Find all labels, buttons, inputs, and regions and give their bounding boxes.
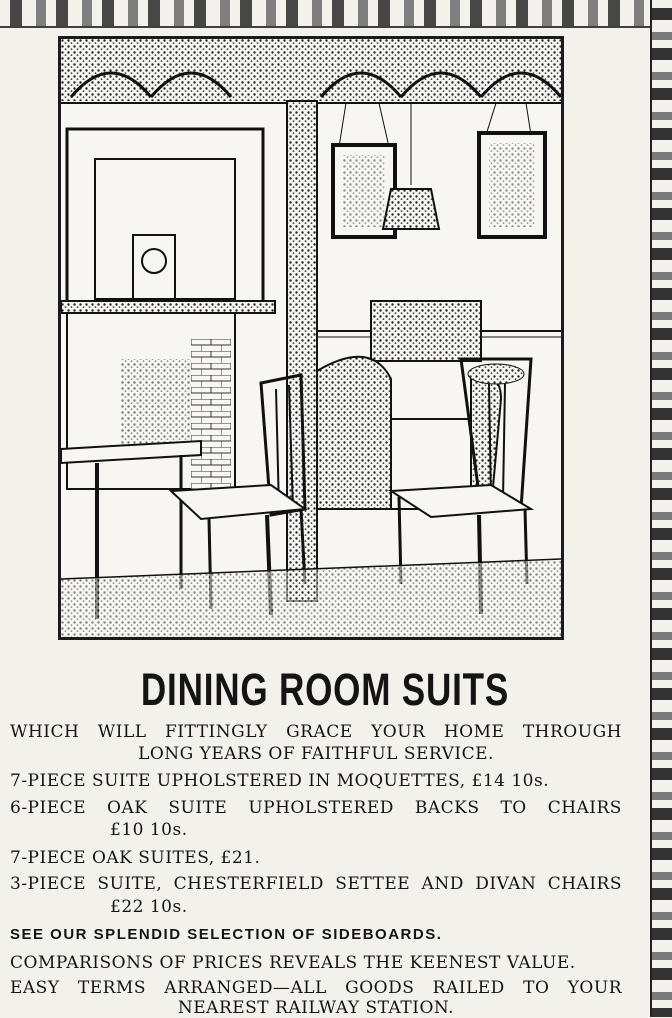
terms-line-1 bbox=[10, 978, 622, 998]
word: UPHOLSTERED bbox=[248, 798, 394, 818]
word: EASY bbox=[10, 978, 60, 998]
word: WHICH bbox=[10, 722, 80, 742]
ad-heading: DINING ROOM SUITS bbox=[140, 664, 510, 715]
word: GOODS bbox=[345, 978, 415, 998]
word: TERMS bbox=[77, 978, 146, 998]
word: CHESTERFIELD bbox=[173, 874, 324, 894]
offer-3-piece-price: £22 10s. bbox=[110, 897, 188, 917]
word: TO bbox=[500, 798, 527, 818]
sideboards-line: SEE OUR SPLENDID SELECTION OF SIDEBOARDS. bbox=[10, 926, 443, 943]
word: YOUR bbox=[567, 978, 622, 998]
dining-room-drawing bbox=[61, 39, 561, 637]
terms-line-2: NEAREST RAILWAY STATION. bbox=[177, 998, 455, 1018]
dining-room-illustration bbox=[58, 36, 564, 640]
word: SUITE, bbox=[97, 874, 163, 894]
word: FITTINGLY bbox=[165, 722, 268, 742]
offer-6-piece-oak-line bbox=[10, 798, 622, 818]
word: BACKS bbox=[414, 798, 480, 818]
word: HOME bbox=[443, 722, 505, 742]
word: CHAIRS bbox=[547, 874, 622, 894]
word: DIVAN bbox=[475, 874, 537, 894]
word: AND bbox=[421, 874, 464, 894]
comparisons-line: COMPARISONS OF PRICES REVEALS THE KEENEST VALUE. bbox=[10, 953, 576, 973]
intro-line-2: LONG YEARS OF FAITHFUL SERVICE. bbox=[138, 744, 494, 764]
word: GRACE bbox=[286, 722, 353, 742]
word: OAK bbox=[107, 798, 148, 818]
word: YOUR bbox=[371, 722, 426, 742]
word: TO bbox=[523, 978, 550, 998]
word: RAILED bbox=[432, 978, 505, 998]
offer-7-piece-oak: 7-PIECE OAK SUITES, £21. bbox=[10, 848, 261, 868]
offer-3-piece-line bbox=[10, 874, 622, 894]
decorative-border-right bbox=[650, 0, 672, 1017]
word: SETTEE bbox=[335, 874, 411, 894]
decorative-border-top bbox=[0, 0, 650, 28]
word: WILL bbox=[97, 722, 147, 742]
word: THROUGH bbox=[522, 722, 622, 742]
word: ARRANGED—ALL bbox=[164, 978, 327, 998]
word: 3-PIECE bbox=[10, 874, 87, 894]
word: 6-PIECE bbox=[10, 798, 87, 818]
word: CHAIRS bbox=[547, 798, 622, 818]
intro-line-1 bbox=[10, 722, 622, 742]
word: SUITE bbox=[168, 798, 228, 818]
offer-6-piece-oak-price: £10 10s. bbox=[110, 820, 188, 840]
offer-7-piece-moquettes: 7-PIECE SUITE UPHOLSTERED IN MOQUETTES, £14 10s. bbox=[10, 771, 550, 791]
